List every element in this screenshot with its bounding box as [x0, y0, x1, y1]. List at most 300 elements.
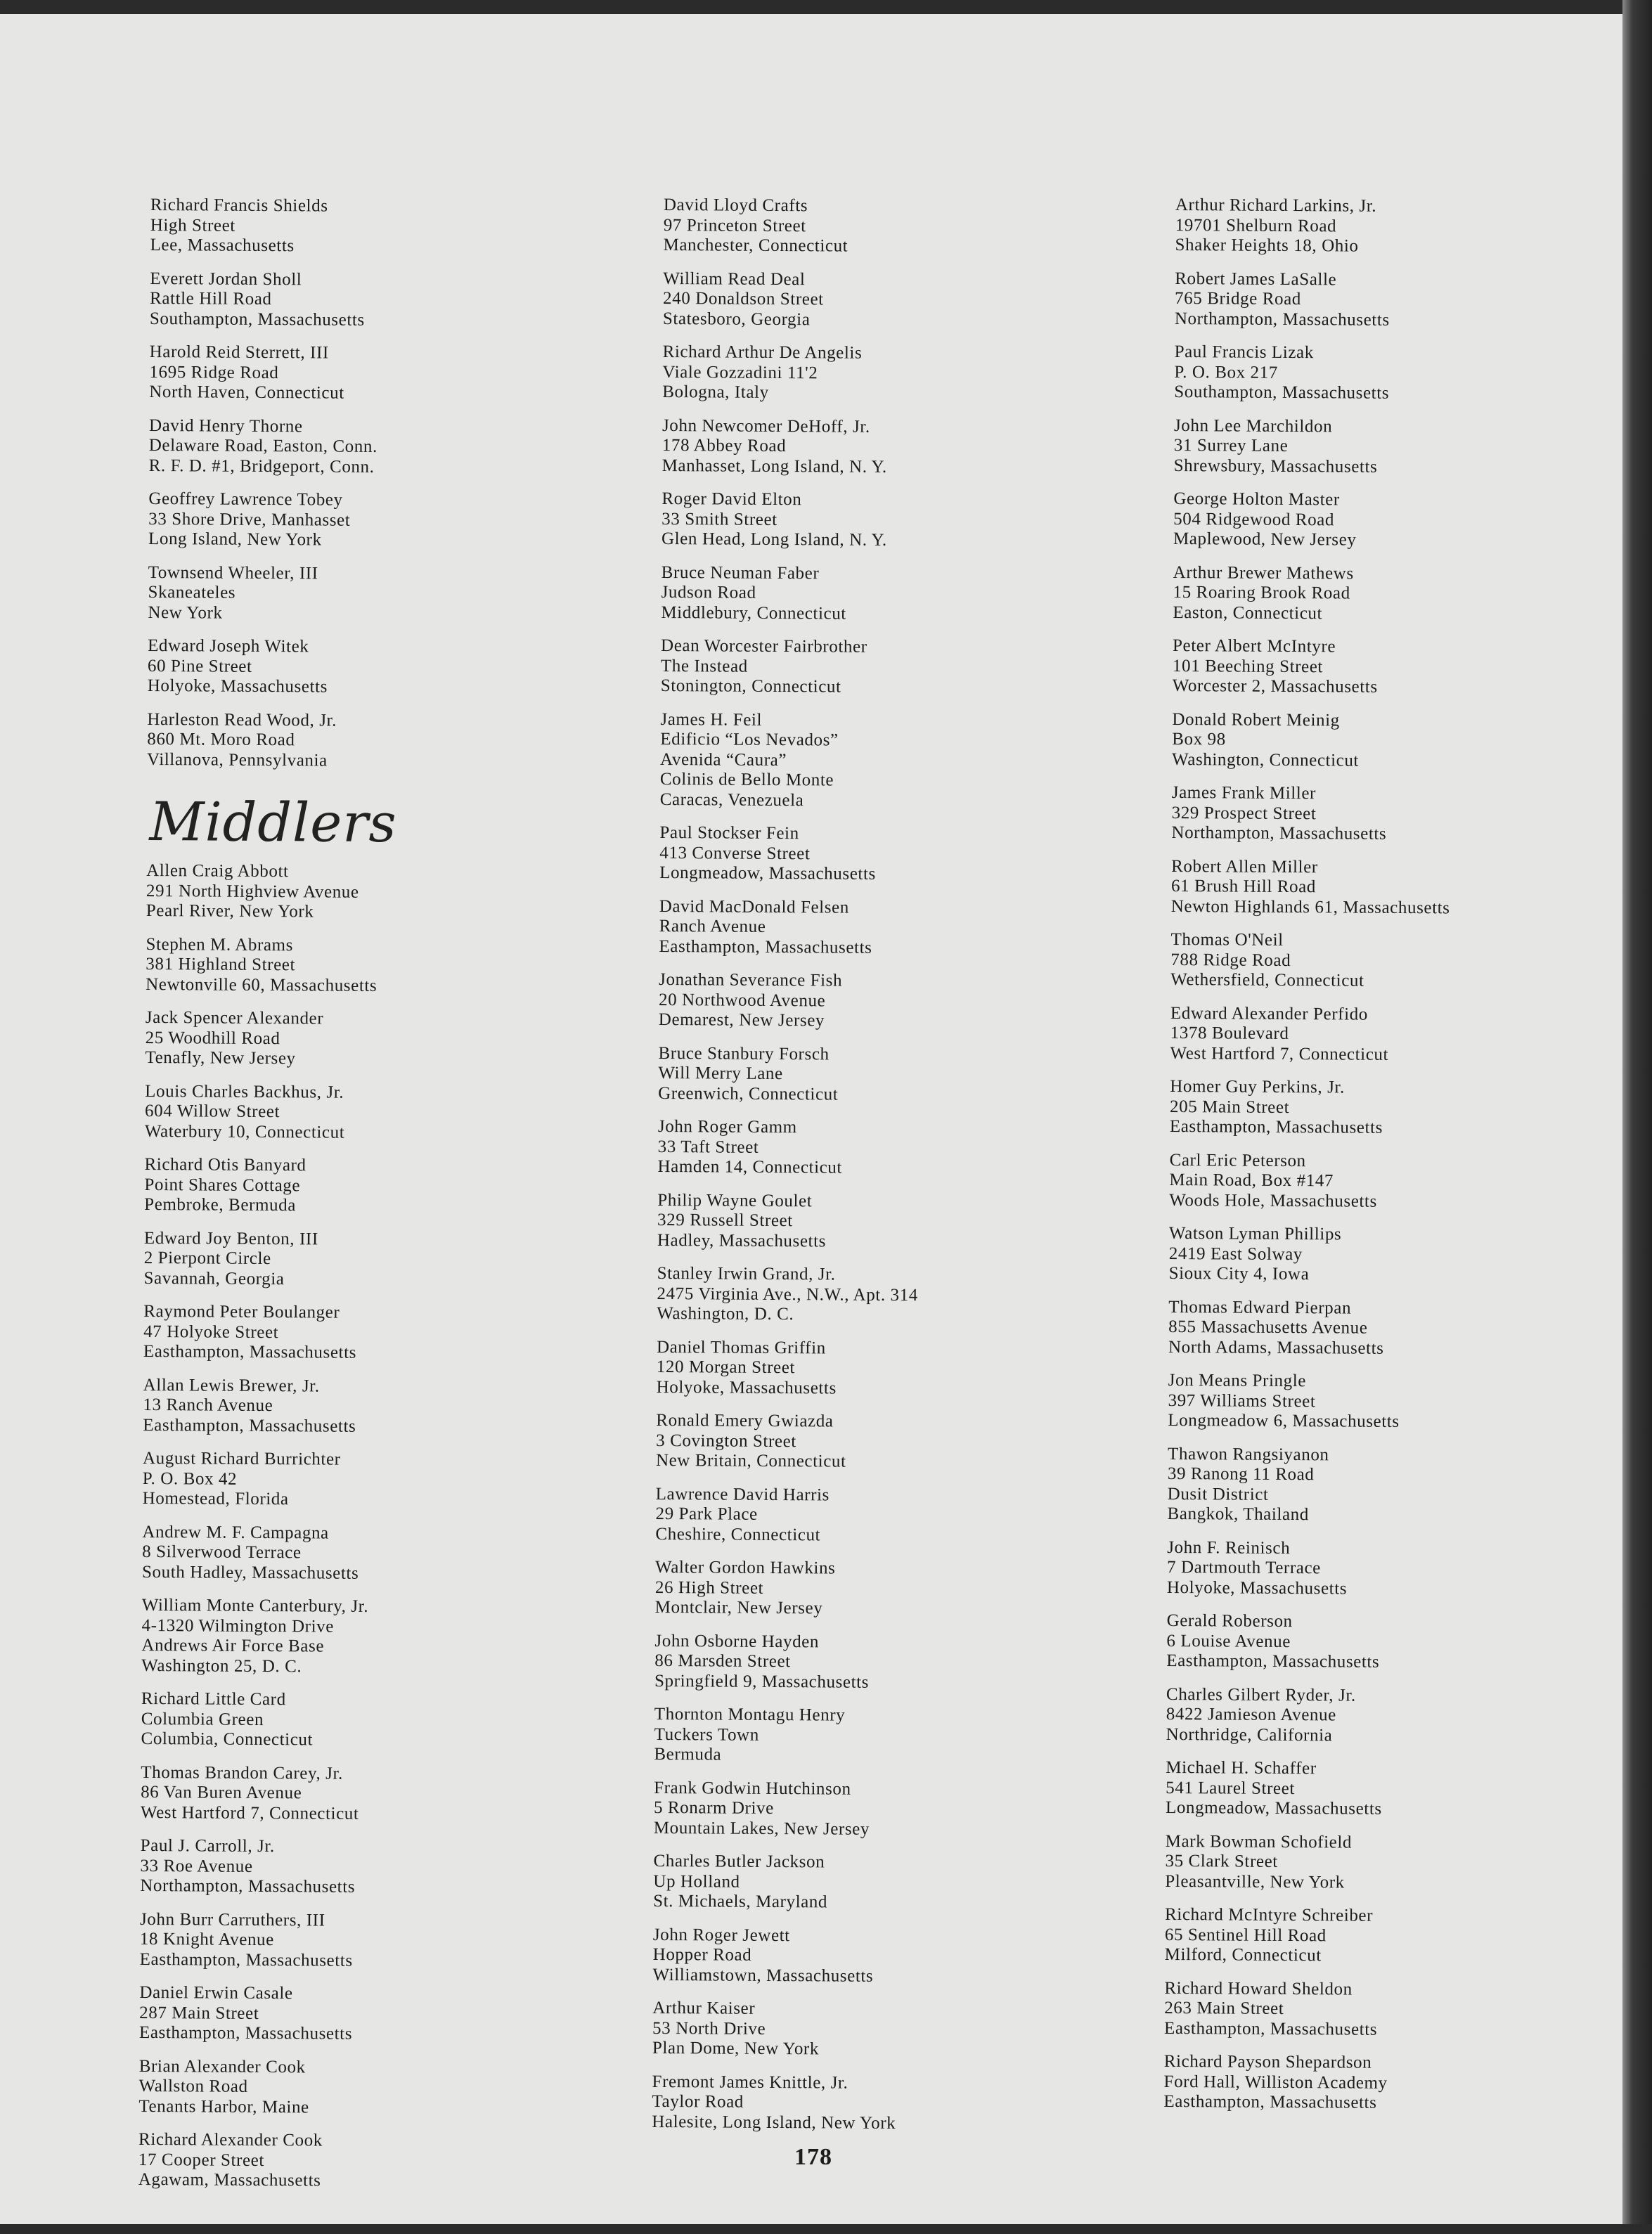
person-name: Andrew M. F. Campagna: [142, 1522, 329, 1543]
person-name: Allen Craig Abbott: [146, 860, 289, 882]
directory-entry: [662, 342, 1197, 406]
address-line: Southampton, Massachusetts: [1174, 382, 1390, 403]
address-line: Tenants Harbor, Maine: [138, 2096, 309, 2117]
address-line: Pleasantville, New York: [1165, 1871, 1345, 1892]
address-line: 4-1320 Wilmington Drive: [141, 1615, 335, 1636]
address-line: Villanova, Pennsylvania: [147, 749, 328, 770]
column-1: [138, 195, 685, 2207]
directory-entry: [656, 1411, 1191, 1474]
person-name: John Roger Gamm: [657, 1116, 797, 1137]
person-name: David Lloyd Crafts: [663, 195, 808, 216]
directory-entry: [659, 823, 1194, 886]
address-line: 8422 Jamieson Avenue: [1166, 1704, 1336, 1725]
person-name: Richard Payson Shepardson: [1163, 2051, 1372, 2072]
directory-entry: [658, 1043, 1193, 1106]
address-line: Dusit District: [1167, 1484, 1269, 1504]
address-line: Easton, Connecticut: [1173, 602, 1323, 623]
person-name: Carl Eric Peterson: [1169, 1150, 1306, 1170]
directory-entry: [661, 636, 1196, 699]
address-line: Lee, Massachusetts: [150, 235, 295, 256]
document-page: [0, 14, 1622, 2224]
address-line: Southampton, Massachusetts: [149, 309, 365, 330]
person-name: Jonathan Severance Fish: [659, 969, 843, 990]
directory-entry: [1173, 636, 1652, 699]
address-line: Hopper Road: [652, 1944, 752, 1965]
address-line: Stonington, Connecticut: [660, 676, 841, 697]
person-name: Edward Alexander Perfido: [1170, 1003, 1368, 1024]
address-line: 33 Smith Street: [662, 509, 777, 529]
person-name: David MacDonald Felsen: [659, 896, 849, 917]
directory-entry: [1173, 489, 1652, 553]
directory-entry: [1164, 1978, 1652, 2041]
address-line: New York: [148, 602, 223, 623]
directory-entry: [654, 1705, 1189, 1768]
directory-entry: [657, 1337, 1192, 1400]
address-line: Pearl River, New York: [146, 900, 314, 922]
address-line: 86 Van Buren Avenue: [141, 1782, 302, 1803]
person-name: James H. Feil: [660, 709, 763, 730]
person-name: Thomas Brandon Carey, Jr.: [141, 1762, 344, 1783]
address-line: Northampton, Massachusetts: [1174, 309, 1390, 330]
address-line: 178 Abbey Road: [662, 435, 787, 456]
person-name: Allan Lewis Brewer, Jr.: [143, 1375, 320, 1396]
address-line: Colinis de Bello Monte: [659, 769, 834, 790]
address-line: St. Michaels, Maryland: [653, 1891, 828, 1912]
address-line: Halesite, Long Island, New York: [652, 2112, 896, 2133]
directory-entry: [143, 1375, 678, 1438]
person-name: Stephen M. Abrams: [146, 934, 294, 955]
directory-entry: [663, 269, 1198, 332]
address-line: 86 Marsden Street: [654, 1651, 791, 1672]
address-line: 381 Highland Street: [146, 954, 296, 975]
directory-entry: [141, 1762, 676, 1826]
address-line: 287 Main Street: [139, 2003, 259, 2023]
directory-entry: [653, 1852, 1188, 1915]
person-name: Harleston Read Wood, Jr.: [147, 709, 337, 730]
directory-entry: [144, 1155, 679, 1218]
address-line: Easthampton, Massachusetts: [138, 2022, 353, 2043]
address-line: 2419 East Solway: [1168, 1244, 1303, 1264]
address-line: 1695 Ridge Road: [149, 362, 279, 382]
address-line: Maplewood, New Jersey: [1173, 529, 1357, 550]
address-line: Glen Head, Long Island, N. Y.: [661, 529, 887, 550]
directory-entry: [654, 1778, 1189, 1841]
address-line: 61 Brush Hill Road: [1170, 876, 1317, 897]
directory-entry: [1170, 1003, 1652, 1066]
person-name: Bruce Neuman Faber: [661, 562, 820, 583]
address-line: 860 Mt. Moro Road: [147, 729, 295, 750]
directory-entry: [1171, 783, 1652, 846]
address-line: 2475 Virginia Ave., N.W., Apt. 314: [657, 1284, 918, 1305]
person-name: Daniel Thomas Griffin: [656, 1337, 826, 1357]
directory-entry: [1171, 856, 1652, 919]
address-line: Newtonville 60, Massachusetts: [146, 974, 377, 995]
directory-entry: [1175, 269, 1652, 332]
directory-entry: [143, 1449, 678, 1512]
address-line: Delaware Road, Easton, Conn.: [148, 435, 377, 456]
directory-entry: [655, 1484, 1190, 1547]
address-line: New Britain, Connecticut: [655, 1450, 846, 1471]
address-line: Washington, D. C.: [657, 1303, 794, 1324]
address-line: Longmeadow, Massachusetts: [659, 863, 876, 884]
address-line: 6 Louise Avenue: [1166, 1631, 1291, 1651]
address-line: 541 Laurel Street: [1166, 1778, 1295, 1798]
directory-entry: [142, 1522, 677, 1585]
directory-entry: [663, 195, 1198, 259]
person-name: Paul Stockser Fein: [659, 822, 799, 844]
person-name: Fremont James Knittle, Jr.: [652, 2072, 848, 2093]
address-line: 205 Main Street: [1170, 1097, 1290, 1117]
directory-entry: [140, 1836, 675, 1899]
address-line: 39 Ranong 11 Road: [1167, 1464, 1315, 1485]
address-line: Northampton, Massachusetts: [1171, 822, 1387, 844]
directory-entry: [139, 1983, 674, 2046]
directory-entry: [1167, 1444, 1652, 1528]
directory-entry: [657, 1264, 1192, 1327]
person-name: Edward Joseph Witek: [148, 635, 309, 657]
address-line: 53 North Drive: [652, 2018, 766, 2039]
person-name: William Read Deal: [663, 269, 806, 289]
person-name: Harold Reid Sterrett, III: [149, 342, 329, 363]
directory-entry: [1166, 1758, 1652, 1821]
person-name: Mark Bowman Schofield: [1165, 1831, 1353, 1852]
directory-entry: [1167, 1537, 1652, 1601]
address-line: Plan Dome, New York: [652, 2038, 820, 2059]
directory-entry: [138, 2130, 673, 2193]
directory-entry: [652, 2072, 1187, 2135]
address-line: Waterbury 10, Connecticut: [144, 1121, 345, 1142]
directory-entry: [657, 1117, 1192, 1180]
address-line: Easthampton, Massachusetts: [1163, 2018, 1378, 2039]
directory-entry: [1165, 1831, 1652, 1894]
directory-entry: [1170, 930, 1652, 993]
address-line: Milford, Connecticut: [1164, 1944, 1322, 1965]
address-line: Homestead, Florida: [142, 1488, 289, 1509]
address-line: Bangkok, Thailand: [1167, 1504, 1309, 1525]
address-line: 291 North Highview Avenue: [146, 881, 359, 902]
address-line: Washington 25, D. C.: [141, 1655, 302, 1676]
person-name: Richard Otis Banyard: [144, 1154, 306, 1175]
directory-entry: [145, 1081, 680, 1144]
address-line: Tenafly, New Jersey: [145, 1047, 296, 1068]
address-line: 397 Williams Street: [1168, 1390, 1316, 1411]
person-name: George Holton Master: [1173, 489, 1340, 510]
address-line: North Haven, Connecticut: [149, 382, 344, 403]
person-name: Richard Francis Shields: [150, 195, 328, 216]
column-3: [1163, 195, 1652, 2129]
column-2: [652, 195, 1198, 2149]
address-line: Skaneateles: [148, 582, 236, 602]
person-name: Paul J. Carroll, Jr.: [140, 1835, 275, 1857]
address-line: 1378 Boulevard: [1170, 1023, 1289, 1044]
address-line: Easthampton, Massachusetts: [143, 1415, 356, 1436]
address-line: Bermuda: [654, 1744, 722, 1764]
person-name: Homer Guy Perkins, Jr.: [1170, 1076, 1345, 1097]
directory-entry: [149, 415, 684, 479]
scan-border-bottom: [0, 2224, 1652, 2234]
person-name: Raymond Peter Boulanger: [143, 1301, 340, 1322]
person-name: Charles Gilbert Ryder, Jr.: [1166, 1684, 1356, 1705]
person-name: Philip Wayne Goulet: [657, 1190, 813, 1210]
person-name: Thornton Montagu Henry: [654, 1704, 846, 1725]
address-line: Easthampton, Massachusetts: [1166, 1651, 1380, 1672]
address-line: Northampton, Massachusetts: [140, 1875, 356, 1897]
address-line: 25 Woodhill Road: [145, 1028, 280, 1048]
directory-entry: [1172, 709, 1652, 773]
address-line: Shaker Heights 18, Ohio: [1175, 235, 1359, 256]
address-line: Wallston Road: [138, 2076, 248, 2096]
address-line: Manhasset, Long Island, N. Y.: [662, 456, 887, 477]
directory-entry: [657, 1190, 1192, 1253]
address-line: Holyoke, Massachusetts: [1166, 1577, 1348, 1599]
address-line: Northridge, California: [1166, 1724, 1333, 1745]
column-2-entries: [652, 195, 1198, 2136]
person-name: Thomas O'Neil: [1170, 929, 1284, 950]
person-name: Frank Godwin Hutchinson: [654, 1778, 851, 1799]
address-line: 35 Clark Street: [1165, 1851, 1278, 1871]
address-line: Springfield 9, Massachusetts: [654, 1671, 870, 1692]
address-line: Hadley, Massachusetts: [657, 1230, 827, 1251]
address-line: 15 Roaring Brook Road: [1173, 582, 1350, 603]
address-line: 329 Russell Street: [657, 1210, 793, 1231]
address-line: Bologna, Italy: [662, 382, 769, 402]
directory-entry: [141, 1689, 676, 1752]
column-1-entries-before-heading: [147, 195, 685, 773]
address-line: Wethersfield, Connecticut: [1170, 969, 1364, 990]
address-line: Demarest, New Jersey: [658, 1009, 825, 1031]
address-line: Columbia, Connecticut: [141, 1729, 314, 1750]
address-line: Washington, Connecticut: [1172, 749, 1360, 770]
person-name: August Richard Burrichter: [142, 1448, 341, 1469]
address-line: Point Shares Cottage: [144, 1175, 301, 1195]
person-name: Robert Allen Miller: [1171, 856, 1318, 877]
address-line: Pembroke, Bermuda: [144, 1194, 297, 1215]
person-name: Jon Means Pringle: [1168, 1370, 1307, 1391]
address-line: Taylor Road: [652, 2091, 744, 2112]
address-line: High Street: [150, 215, 235, 235]
directory-entry: [1175, 195, 1652, 259]
directory-entry: [654, 1631, 1189, 1694]
address-line: Longmeadow, Massachusetts: [1165, 1797, 1382, 1819]
address-line: Long Island, New York: [148, 529, 322, 550]
address-line: Worcester 2, Massachusetts: [1172, 676, 1378, 697]
person-name: Richard Howard Sheldon: [1164, 1978, 1353, 1999]
person-name: James Frank Miller: [1171, 782, 1317, 803]
person-name: John Roger Jewett: [652, 1925, 790, 1945]
directory-entry: [1163, 2052, 1652, 2115]
address-line: 240 Donaldson Street: [663, 288, 824, 309]
address-line: Woods Hole, Massachusetts: [1169, 1190, 1377, 1211]
directory-entry: [148, 489, 683, 553]
directory-entry: [1165, 1905, 1652, 1968]
directory-entry: [652, 1925, 1187, 1988]
address-line: 263 Main Street: [1164, 1998, 1284, 2018]
directory-entry: [1166, 1611, 1652, 1674]
person-name: John F. Reinisch: [1167, 1537, 1291, 1558]
address-line: 2 Pierpont Circle: [143, 1248, 271, 1269]
person-name: Edward Joy Benton, III: [143, 1228, 318, 1248]
directory-entry: [661, 562, 1196, 626]
directory-entry: [146, 861, 681, 924]
person-name: Peter Albert McIntyre: [1173, 635, 1336, 657]
person-name: Charles Butler Jackson: [653, 1851, 825, 1872]
address-line: Easthampton, Massachusetts: [143, 1341, 357, 1362]
person-name: William Monte Canterbury, Jr.: [141, 1595, 369, 1616]
address-line: 788 Ridge Road: [1170, 950, 1291, 970]
address-line: Holyoke, Massachusetts: [147, 676, 328, 697]
address-line: Easthampton, Massachusetts: [1169, 1116, 1383, 1137]
address-line: Caracas, Venezuela: [659, 789, 804, 810]
address-line: Holyoke, Massachusetts: [656, 1377, 837, 1398]
address-line: 17 Cooper Street: [138, 2150, 265, 2170]
address-line: 60 Pine Street: [147, 656, 252, 676]
directory-entry: [1166, 1684, 1652, 1748]
directory-entry: [144, 1228, 679, 1291]
directory-entry: [652, 1999, 1187, 2062]
address-line: Easthampton, Massachusetts: [1163, 2091, 1377, 2112]
person-name: Thawon Rangsiyanon: [1167, 1444, 1329, 1464]
person-name: Arthur Richard Larkins, Jr.: [1175, 195, 1377, 216]
directory-entry: [150, 195, 685, 259]
person-name: Bruce Stanbury Forsch: [658, 1043, 830, 1064]
person-name: Everett Jordan Sholl: [150, 269, 302, 289]
address-line: 13 Ranch Avenue: [143, 1395, 273, 1416]
directory-entry: [1168, 1297, 1652, 1360]
address-line: 101 Beeching Street: [1172, 656, 1324, 676]
person-name: Louis Charles Backhus, Jr.: [145, 1081, 344, 1102]
address-line: Savannah, Georgia: [143, 1268, 285, 1289]
scan-border-top: [0, 0, 1652, 14]
address-line: 31 Surrey Lane: [1173, 435, 1289, 456]
address-line: Longmeadow 6, Massachusetts: [1168, 1410, 1400, 1431]
person-name: Daniel Erwin Casale: [139, 1982, 293, 2003]
address-line: Sioux City 4, Iowa: [1168, 1263, 1310, 1284]
directory-entry: [148, 636, 683, 699]
directory-entry: [1168, 1371, 1652, 1434]
address-line: 33 Roe Avenue: [140, 1856, 253, 1876]
directory-entry: [1174, 342, 1652, 406]
directory-entry: [138, 2056, 673, 2119]
address-line: Ford Hall, Williston Academy: [1163, 2072, 1388, 2093]
address-line: 18 Knight Avenue: [139, 1929, 274, 1950]
directory-entry: [149, 342, 684, 406]
address-line: 3 Covington Street: [656, 1431, 796, 1451]
address-line: 65 Sentinel Hill Road: [1164, 1925, 1327, 1945]
address-line: 26 High Street: [654, 1577, 764, 1598]
person-name: John Osborne Hayden: [654, 1631, 820, 1651]
person-name: Townsend Wheeler, III: [148, 562, 318, 583]
person-name: Paul Francis Lizak: [1174, 342, 1314, 363]
address-line: 47 Holyoke Street: [143, 1322, 279, 1342]
address-line: Williamstown, Massachusetts: [652, 1965, 874, 1986]
person-name: Thomas Edward Pierpan: [1168, 1297, 1352, 1318]
address-line: West Hartford 7, Connecticut: [1170, 1043, 1389, 1064]
directory-entry: [146, 934, 680, 997]
directory-entry: [147, 709, 682, 773]
address-line: Box 98: [1172, 729, 1226, 749]
person-name: Jack Spencer Alexander: [145, 1007, 324, 1028]
address-line: Up Holland: [653, 1871, 740, 1892]
address-line: Hamden 14, Connecticut: [657, 1156, 843, 1177]
person-name: Richard McIntyre Schreiber: [1164, 1904, 1374, 1925]
page-number: 178: [794, 2144, 832, 2170]
person-name: Arthur Brewer Mathews: [1173, 562, 1354, 583]
address-line: 20 Northwood Avenue: [658, 990, 826, 1010]
person-name: Lawrence David Harris: [655, 1484, 830, 1504]
address-line: Judson Road: [661, 582, 756, 602]
directory-entry: [148, 562, 683, 626]
address-line: 33 Shore Drive, Manhasset: [148, 509, 351, 530]
person-name: Dean Worcester Fairbrother: [661, 635, 867, 657]
address-line: Rattle Hill Road: [150, 288, 272, 309]
address-line: 120 Morgan Street: [656, 1357, 796, 1378]
person-name: David Henry Thorne: [148, 415, 303, 436]
address-line: 855 Massachusetts Avenue: [1168, 1317, 1368, 1338]
directory-entry: [662, 489, 1196, 553]
address-line: Montclair, New Jersey: [654, 1597, 823, 1618]
address-line: P. O. Box 42: [142, 1468, 238, 1489]
address-line: 604 Willow Street: [144, 1101, 280, 1122]
address-line: West Hartford 7, Connecticut: [140, 1802, 359, 1823]
address-line: Avenida “Caura”: [660, 749, 787, 770]
address-line: R. F. D. #1, Bridgeport, Conn.: [148, 456, 375, 477]
address-line: Ranch Avenue: [659, 916, 766, 936]
address-line: Cheshire, Connecticut: [655, 1524, 821, 1544]
person-name: Arthur Kaiser: [652, 1998, 756, 2018]
address-line: Andrews Air Force Base: [141, 1635, 325, 1656]
address-line: 29 Park Place: [655, 1504, 758, 1524]
address-line: Mountain Lakes, New Jersey: [653, 1818, 870, 1839]
directory-entry: [1173, 562, 1652, 626]
address-line: Middlebury, Connecticut: [661, 602, 846, 624]
directory-entry: [1170, 1077, 1652, 1140]
directory-entry: [141, 1596, 676, 1679]
address-line: P. O. Box 217: [1174, 362, 1278, 382]
address-line: Greenwich, Connecticut: [658, 1083, 839, 1104]
directory-entry: [143, 1302, 678, 1365]
address-line: Main Road, Box #147: [1169, 1170, 1334, 1191]
address-line: Tuckers Town: [654, 1724, 759, 1745]
address-line: 97 Princeton Street: [663, 215, 806, 235]
address-line: 329 Prospect Street: [1171, 803, 1317, 823]
directory-entry: [1169, 1224, 1652, 1287]
person-name: Gerald Roberson: [1166, 1610, 1293, 1632]
address-line: Agawam, Massachusetts: [138, 2169, 321, 2190]
section-heading: Middlers: [149, 790, 397, 855]
person-name: Roger David Elton: [662, 489, 802, 510]
address-line: 7 Dartmouth Terrace: [1166, 1557, 1321, 1578]
address-line: The Instead: [660, 656, 748, 676]
person-name: Donald Robert Meinig: [1172, 709, 1340, 730]
address-line: North Adams, Massachusetts: [1168, 1337, 1384, 1358]
address-line: 504 Ridgewood Road: [1173, 509, 1335, 529]
address-line: South Hadley, Massachusetts: [141, 1562, 359, 1583]
person-name: Stanley Irwin Grand, Jr.: [657, 1263, 836, 1284]
person-name: Ronald Emery Gwiazda: [656, 1410, 834, 1431]
person-name: Richard Alexander Cook: [138, 2129, 323, 2150]
person-name: John Newcomer DeHoff, Jr.: [662, 415, 870, 437]
column-1-entries-after-heading: [138, 861, 681, 2193]
person-name: Michael H. Schaffer: [1166, 1757, 1317, 1778]
directory-entry: [145, 1008, 680, 1071]
address-line: Newton Highlands 61, Massachusetts: [1170, 896, 1450, 917]
directory-entry: [150, 269, 685, 332]
person-name: Richard Little Card: [141, 1689, 286, 1710]
person-name: John Burr Carruthers, III: [139, 1909, 325, 1930]
directory-entry: [659, 896, 1194, 960]
address-line: 8 Silverwood Terrace: [142, 1542, 302, 1563]
person-name: Watson Lyman Phillips: [1168, 1223, 1342, 1244]
